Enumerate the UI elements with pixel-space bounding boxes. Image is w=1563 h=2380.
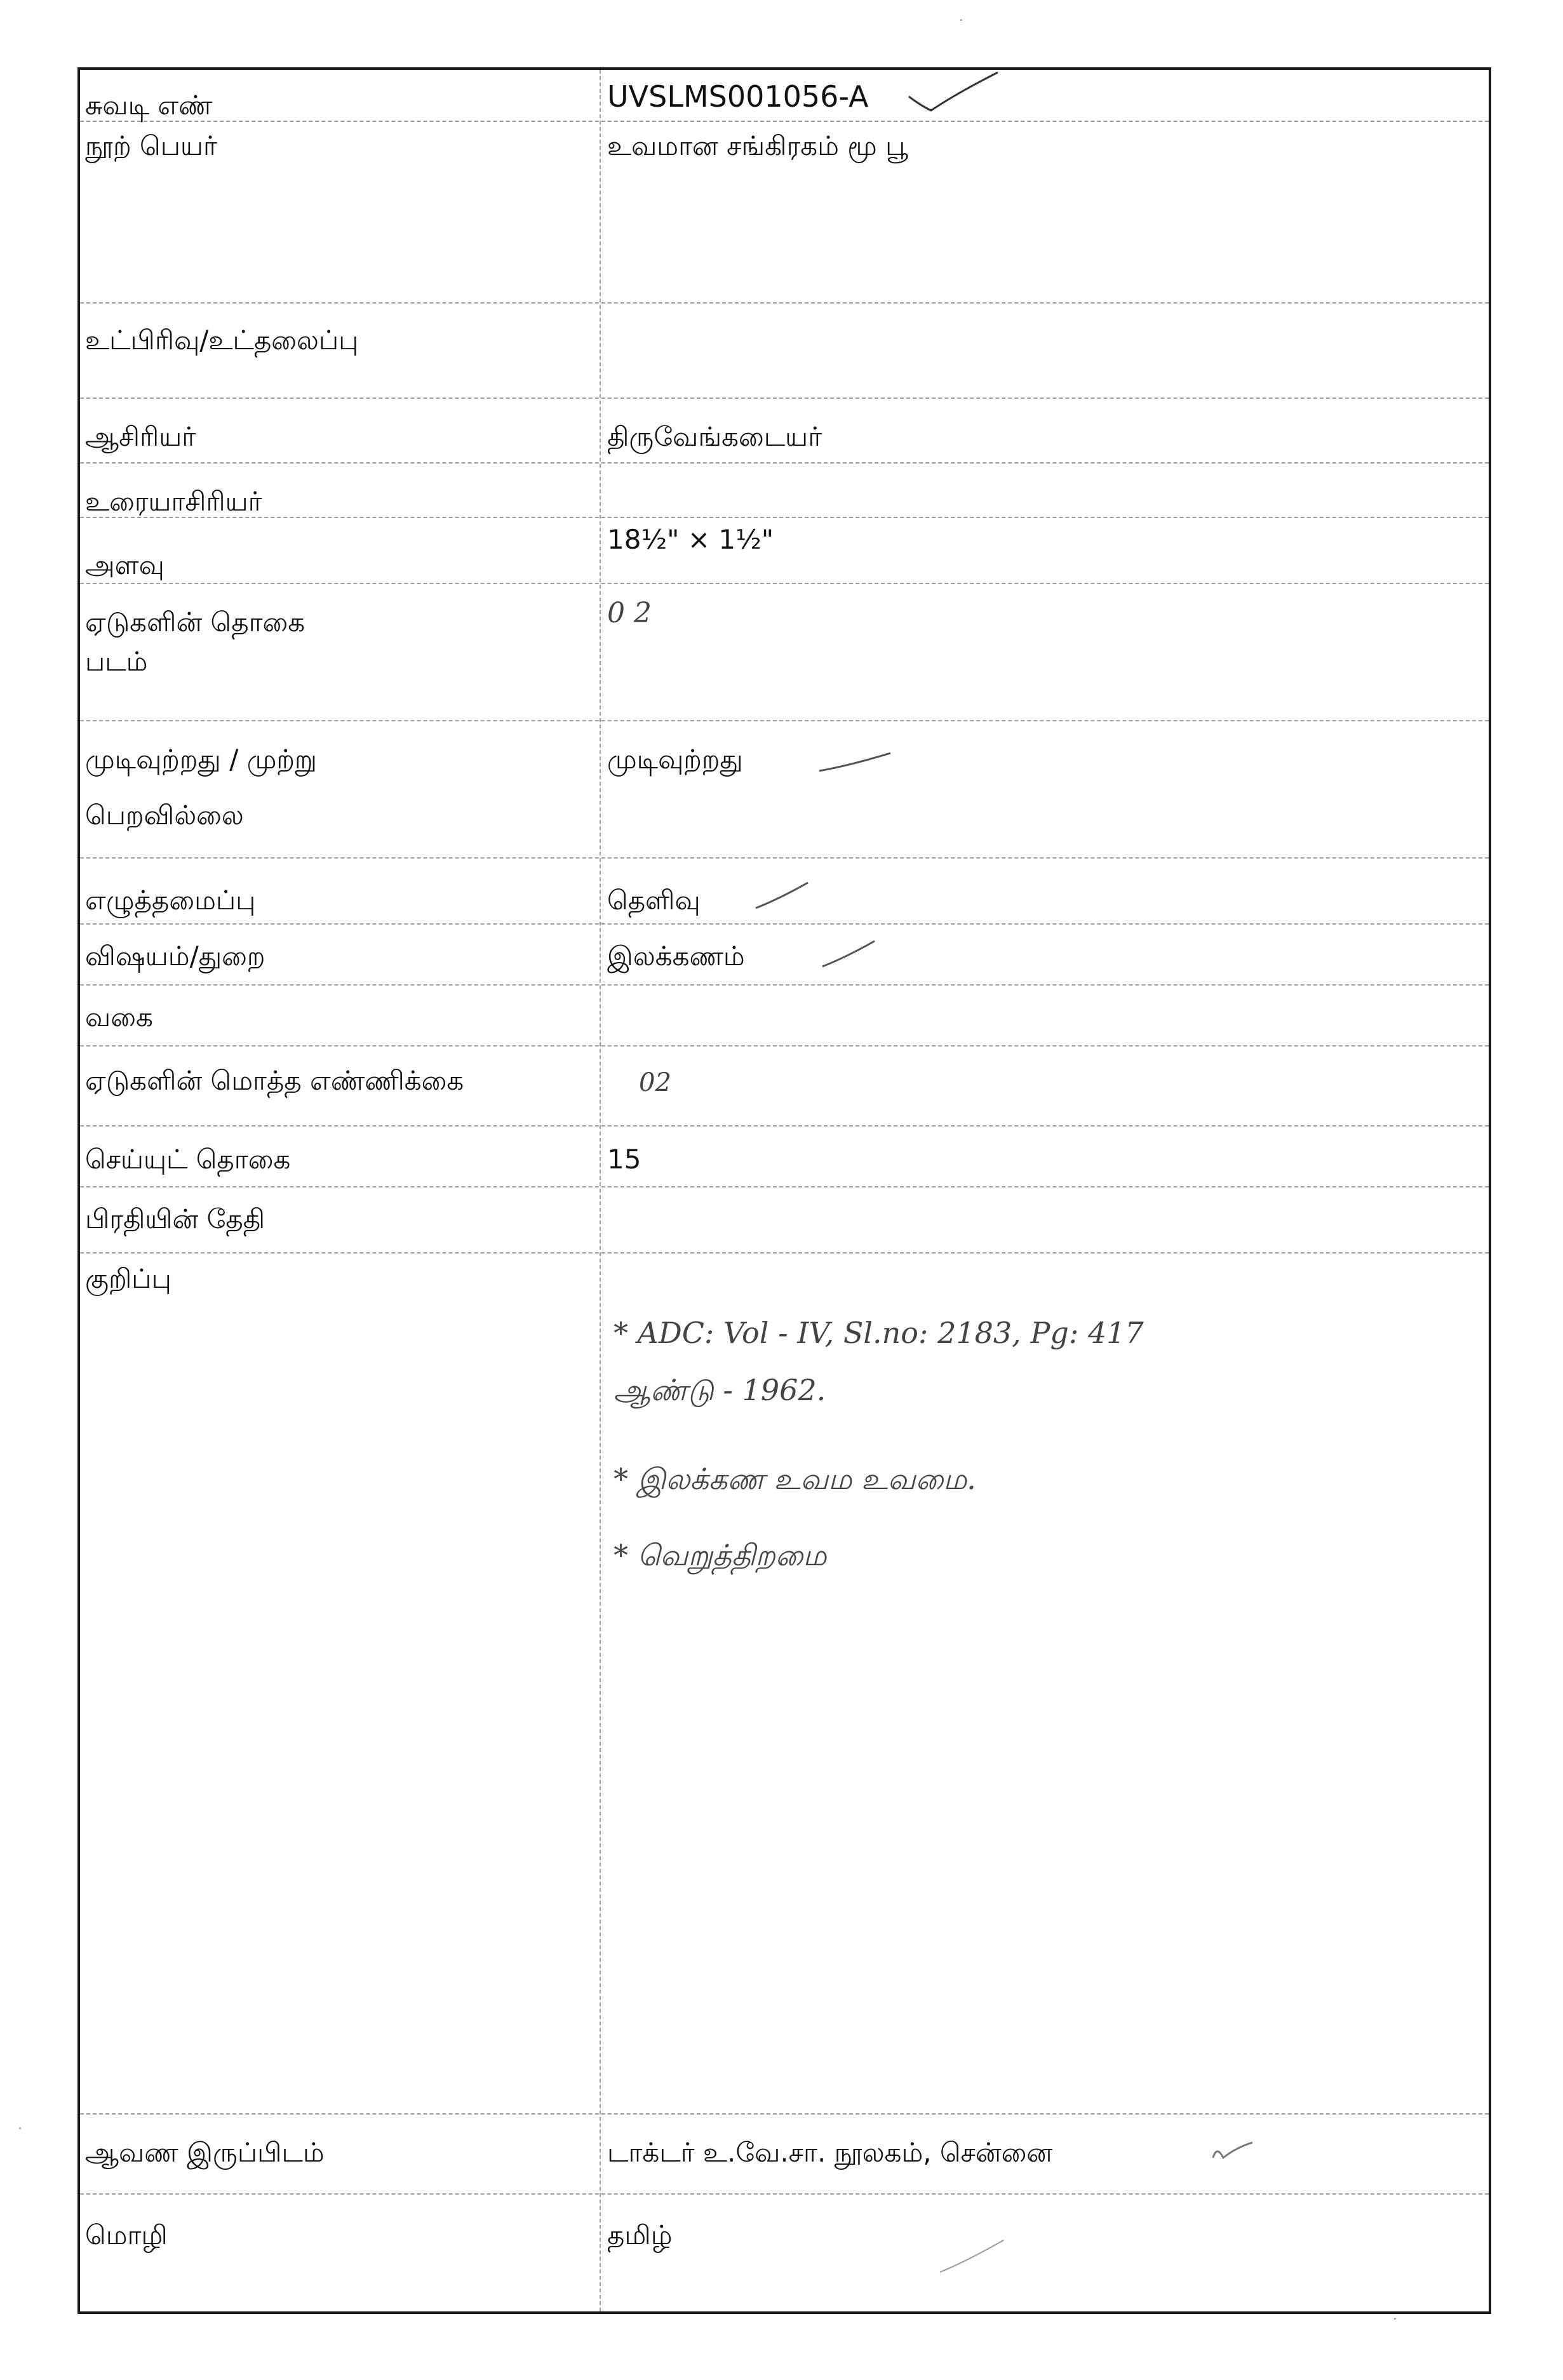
value-size: 18½" × 1½" [607, 524, 774, 555]
value-subject: இலக்கணம் [607, 940, 745, 972]
note-line-2: ஆண்டு - 1962. [614, 1373, 826, 1407]
value-author: திருவேங்கடையர் [607, 421, 822, 452]
value-manuscript-id: UVSLMS001056-A [607, 79, 869, 114]
row-completion [80, 720, 1489, 859]
label-language: மொழி [85, 2219, 168, 2250]
value-repository: டாக்டர் உ.வே.சா. நூலகம், சென்னை [607, 2137, 1053, 2168]
row-size [80, 517, 1489, 584]
note-line-1: * ADC: Vol - IV, Sl.no: 2183, Pg: 417 [614, 1316, 1144, 1350]
label-completion: முடிவுற்றது / முற்று [85, 744, 318, 775]
row-manuscript-id [80, 70, 1489, 122]
checkmark-icon [1211, 2139, 1255, 2164]
label-verse-count: செய்யுட் தொகை [85, 1144, 291, 1175]
checkmark-icon [817, 749, 893, 775]
row-subdivision [80, 302, 1489, 399]
value-leaf-count: 0 2 [607, 597, 652, 629]
note-line-4: * வெறுத்திறமை [614, 1538, 827, 1572]
value-language: தமிழ் [607, 2219, 673, 2250]
row-script [80, 857, 1489, 925]
label-leaf-count: ஏடுகளின் தொகை [85, 606, 305, 638]
row-notes [80, 1252, 1489, 2115]
row-subject [80, 923, 1489, 986]
label-total-leaves: ஏடுகளின் மொத்த எண்ணிக்கை [85, 1065, 464, 1096]
label-commentator: உரையாசிரியர் [85, 486, 262, 517]
label-manuscript-id: சுவடி எண் [85, 90, 213, 121]
scan-speck [19, 2127, 21, 2129]
label-category: வகை [85, 1001, 153, 1033]
value-total-leaves: 02 [639, 1068, 671, 1097]
label-completion-line2: பெறவில்லை [85, 799, 244, 831]
label-size: அளவு [85, 549, 164, 580]
label-notes: குறிப்பு [85, 1263, 171, 1294]
value-script: தெளிவு [607, 885, 701, 916]
pen-stroke-mark [937, 2238, 1007, 2276]
row-copy-date [80, 1186, 1489, 1254]
row-illustration [80, 641, 1489, 721]
row-verse-count [80, 1125, 1489, 1187]
label-copy-date: பிரதியின் தேதி [85, 1203, 265, 1234]
value-completion: முடிவுற்றது [607, 744, 743, 775]
value-verse-count: 15 [607, 1144, 641, 1175]
label-script: எழுத்தமைப்பு [85, 885, 256, 916]
label-author: ஆசிரியர் [85, 421, 196, 452]
row-title [80, 121, 1489, 304]
label-title: நூற் பெயர் [85, 130, 217, 161]
checkmark-icon [753, 880, 810, 912]
row-language [80, 2193, 1489, 2314]
catalogue-card [77, 67, 1491, 2314]
label-repository: ஆவண இருப்பிடம் [85, 2137, 325, 2168]
checkmark-icon [820, 939, 877, 970]
row-leaf-count [80, 583, 1489, 641]
label-subject: விஷயம்/துறை [85, 940, 265, 972]
row-repository [80, 2113, 1489, 2195]
label-subdivision: உட்பிரிவு/உட்தலைப்பு [85, 324, 359, 356]
note-line-3: * இலக்கண உவம உவமை. [614, 1462, 976, 1496]
label-illustration: படம் [85, 646, 148, 677]
row-category [80, 984, 1489, 1046]
scan-speck [1394, 2318, 1396, 2320]
value-title: உவமான சங்கிரகம் மூ பூ [607, 130, 908, 161]
row-author [80, 398, 1489, 464]
checkmark-icon [906, 71, 1001, 116]
row-total-leaves [80, 1045, 1489, 1126]
scan-speck [960, 19, 962, 21]
row-commentator [80, 462, 1489, 518]
